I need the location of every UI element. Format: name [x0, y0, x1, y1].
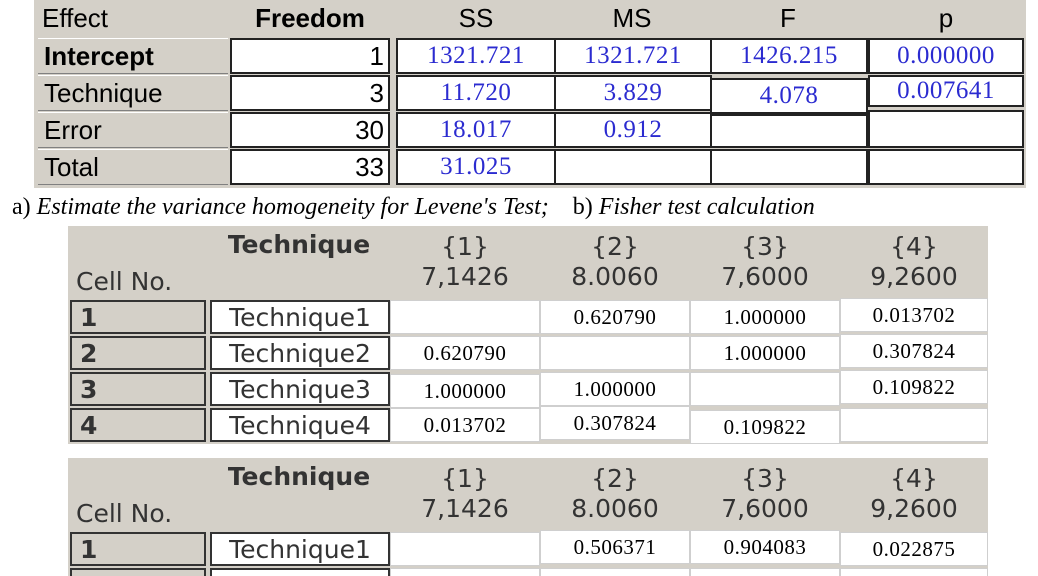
column-mean: 8.0060	[571, 262, 659, 291]
p-value-cell: 0.904083	[690, 530, 840, 564]
column-mean: 7,1426	[421, 494, 509, 523]
p-value-cell	[390, 300, 540, 334]
p-value-cell	[840, 568, 988, 576]
caption-part-a-text: Estimate the variance homogeneity for Levene's Test;	[36, 193, 549, 220]
p-value-cell: 0.013702	[390, 408, 540, 442]
p-value-cell: 0.620790	[390, 336, 540, 370]
ms-cell: 3.829	[554, 75, 712, 111]
df-cell: 30	[230, 112, 390, 148]
header-effect: Effect	[38, 0, 232, 36]
row-number: 3	[70, 372, 206, 406]
p-value-cell: 0.307824	[540, 406, 690, 440]
column-mean: 7,6000	[721, 494, 809, 523]
column-id: {2}	[591, 232, 639, 261]
posthoc-table-2	[68, 458, 988, 576]
column-id: {3}	[741, 464, 789, 493]
caption-part-b-label: b)	[572, 193, 593, 220]
row-number: 1	[70, 300, 206, 334]
column-header	[540, 458, 690, 530]
ms-cell: 1321.721	[554, 38, 712, 74]
figure-caption	[0, 190, 1038, 224]
p-cell	[868, 110, 1024, 148]
row-number: 4	[70, 408, 206, 442]
p-value-cell: 0.022875	[840, 532, 988, 566]
df-cell: 1	[230, 38, 390, 74]
column-header	[390, 226, 540, 298]
anova-table	[34, 0, 1026, 188]
technique-name: Technique3	[210, 372, 390, 406]
header-f: F	[710, 0, 866, 36]
ms-cell	[554, 149, 712, 185]
column-mean: 9,2600	[870, 262, 958, 291]
cell-no-header: Cell No.	[76, 499, 173, 528]
column-mean: 8.0060	[571, 494, 659, 523]
row-number: 2	[70, 336, 206, 370]
f-cell: 1426.215	[710, 38, 868, 74]
p-value-cell: 1.000000	[690, 300, 840, 334]
p-value-cell	[540, 336, 690, 370]
effect-label: Total	[38, 149, 228, 185]
ss-cell: 18.017	[396, 112, 556, 148]
p-cell: 0.000000	[868, 38, 1024, 74]
column-id: {1}	[441, 464, 489, 493]
column-header	[540, 226, 690, 298]
p-value-cell	[540, 568, 690, 576]
ss-cell: 1321.721	[396, 38, 556, 74]
df-cell: 3	[230, 75, 390, 111]
header-p: p	[868, 0, 1024, 36]
header-ms: MS	[554, 0, 710, 36]
p-value-cell: 0.620790	[540, 300, 690, 334]
column-id: {3}	[741, 232, 789, 261]
ss-cell: 11.720	[396, 75, 556, 111]
p-value-cell: 1.000000	[540, 372, 690, 406]
p-value-cell	[390, 532, 540, 566]
column-header	[840, 226, 988, 298]
p-cell	[868, 149, 1024, 185]
row-number: 1	[70, 532, 206, 566]
header-freedom: Freedom	[232, 0, 388, 36]
p-value-cell: 0.506371	[540, 530, 690, 564]
p-value-cell	[840, 408, 988, 442]
column-id: {4}	[890, 464, 938, 493]
f-cell	[710, 149, 868, 185]
column-id: {4}	[890, 232, 938, 261]
p-value-cell	[690, 372, 840, 406]
technique-name	[210, 568, 390, 576]
technique-header: Technique	[227, 462, 371, 491]
header-ss: SS	[398, 0, 554, 36]
column-id: {1}	[441, 232, 489, 261]
technique-header: Technique	[227, 230, 371, 259]
caption-part-b-text: Fisher test calculation	[598, 193, 815, 220]
p-value-cell: 1.000000	[390, 374, 540, 408]
row-number	[70, 568, 206, 576]
caption-part-a-label: a)	[12, 193, 31, 220]
p-value-cell: 0.013702	[840, 298, 988, 332]
technique-name: Technique1	[210, 300, 390, 334]
column-header	[690, 226, 840, 298]
p-value-cell: 0.307824	[840, 334, 988, 368]
p-value-cell: 1.000000	[690, 336, 840, 370]
column-id: {2}	[591, 464, 639, 493]
effect-label: Technique	[38, 75, 228, 111]
technique-name: Technique2	[210, 336, 390, 370]
column-header	[690, 458, 840, 530]
p-value-cell	[690, 568, 840, 576]
column-mean: 7,1426	[421, 262, 509, 291]
p-value-cell	[390, 568, 540, 576]
technique-name: Technique4	[210, 408, 390, 442]
p-value-cell: 0.109822	[690, 410, 840, 444]
technique-name: Technique1	[210, 532, 390, 566]
cell-no-header: Cell No.	[76, 267, 173, 296]
column-mean: 9,2600	[870, 494, 958, 523]
column-mean: 7,6000	[721, 262, 809, 291]
df-cell: 33	[230, 149, 390, 185]
f-cell: 4.078	[710, 78, 868, 114]
f-cell	[710, 114, 868, 148]
ms-cell: 0.912	[554, 112, 712, 148]
column-header	[840, 458, 988, 530]
posthoc-table-1	[68, 226, 988, 444]
effect-label: Intercept	[38, 38, 228, 74]
p-value-cell: 0.109822	[840, 370, 988, 404]
p-cell: 0.007641	[868, 75, 1024, 107]
ss-cell: 31.025	[396, 149, 556, 185]
effect-label: Error	[38, 112, 228, 148]
column-header	[390, 458, 540, 530]
